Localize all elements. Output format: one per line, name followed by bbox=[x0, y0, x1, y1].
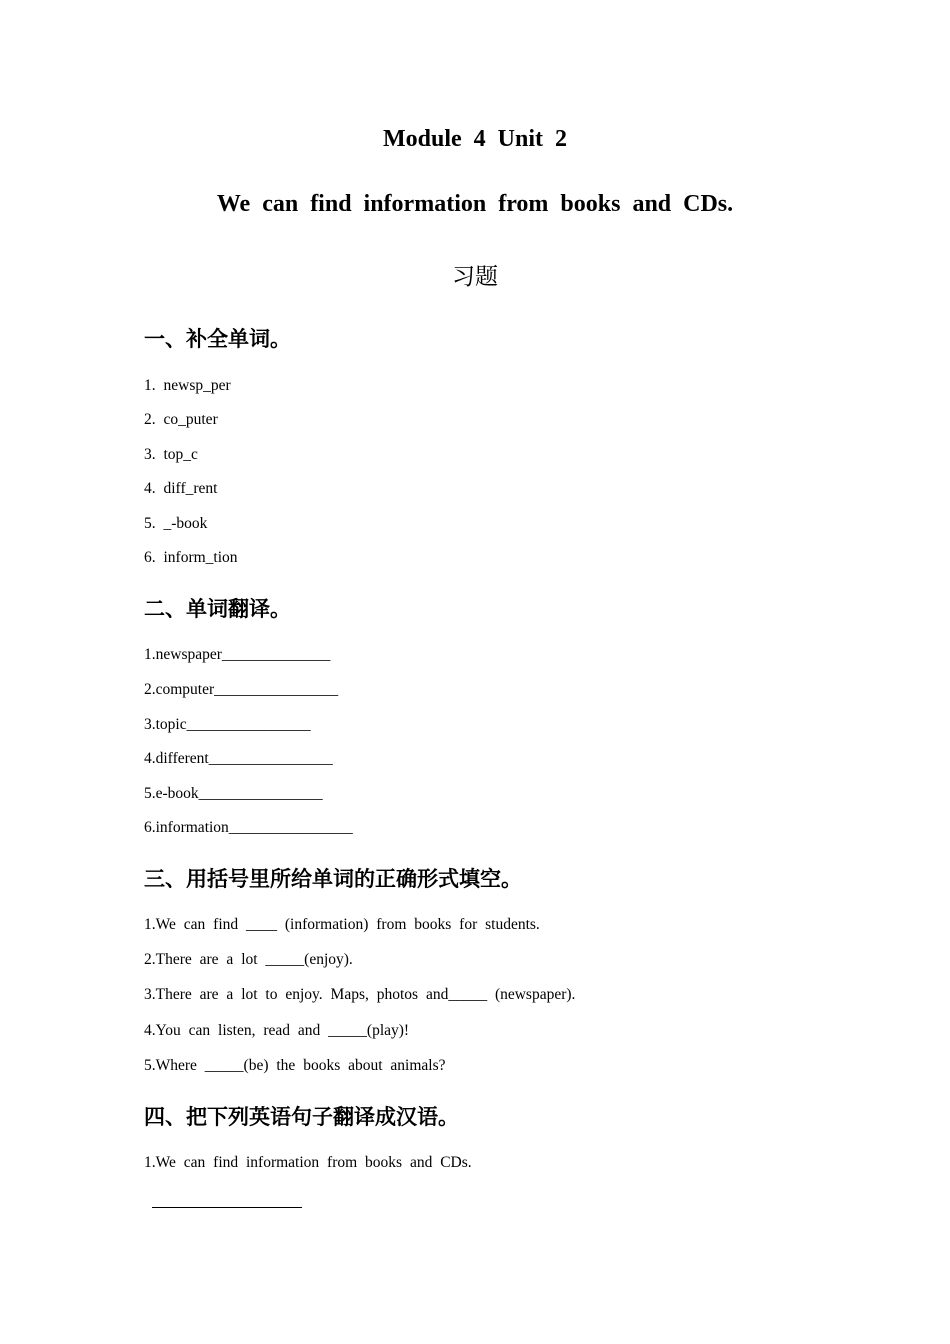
list-item: 4.You can listen, read and _____(play)! bbox=[144, 1022, 410, 1039]
list-item: 5.Where _____(be) the books about animals? bbox=[144, 1057, 446, 1074]
section-3-title: 三、用括号里所给单词的正确形式填空。 bbox=[144, 867, 522, 891]
section-4-title: 四、把下列英语句子翻译成汉语。 bbox=[144, 1105, 459, 1129]
page-subtitle: We can find information from books and CDs. bbox=[216, 191, 734, 217]
list-item: 4. diff_rent bbox=[144, 480, 218, 497]
list-item: 3. top_c bbox=[144, 446, 198, 463]
list-item: 5. _-book bbox=[144, 515, 208, 532]
list-item: 6. inform_tion bbox=[144, 549, 238, 566]
list-item: 2. co_puter bbox=[144, 411, 218, 428]
list-item: 1.We can find ____ (information) from books for students. bbox=[144, 916, 540, 933]
list-item: 2.computer________________ bbox=[144, 681, 339, 698]
page-title: Module 4 Unit 2 bbox=[382, 126, 567, 152]
list-item: 1. newsp_per bbox=[144, 377, 231, 394]
list-item: 1.We can find information from books and CDs. bbox=[144, 1154, 472, 1171]
list-item: 5.e-book________________ bbox=[144, 785, 323, 802]
list-item: 6.information________________ bbox=[144, 819, 353, 836]
list-item: 3.There are a lot to enjoy. Maps, photos and_____ (newspaper). bbox=[144, 986, 576, 1003]
section-2-title: 二、单词翻译。 bbox=[144, 597, 291, 621]
list-item: 2.There are a lot _____(enjoy). bbox=[144, 951, 353, 968]
list-item: 4.different________________ bbox=[144, 750, 333, 767]
list-item: 1.newspaper______________ bbox=[144, 646, 331, 663]
list-item: 3.topic________________ bbox=[144, 716, 311, 733]
page-heading-exercises: 习题 bbox=[452, 264, 498, 290]
section-1-title: 一、补全单词。 bbox=[144, 327, 291, 351]
answer-blank-line bbox=[152, 1191, 302, 1208]
